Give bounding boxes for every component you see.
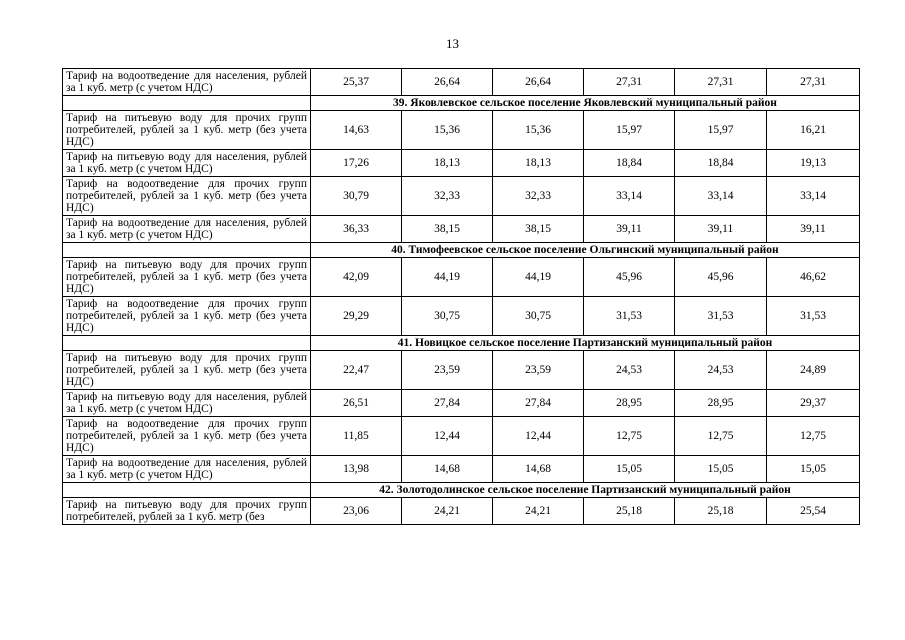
table-row (63, 69, 860, 96)
tariff-value-cell: 27,84 (402, 390, 493, 417)
tariff-value-cell: 26,51 (311, 390, 402, 417)
tariff-value-cell: 12,44 (402, 417, 493, 456)
tariff-label: Тариф на водоотведение для населения, рублей за 1 куб. метр (с учетом НДС) (63, 216, 311, 243)
table-row (63, 297, 860, 336)
section-header-row (63, 243, 860, 258)
tariff-value-cell: 14,63 (311, 111, 402, 150)
section-blank-cell (63, 336, 311, 351)
section-blank-cell (63, 243, 311, 258)
page-number: 13 (446, 36, 459, 51)
tariff-value-cell: 12,44 (493, 417, 584, 456)
tariff-value-cell: 13,98 (311, 456, 402, 483)
tariff-value-cell: 16,21 (767, 111, 860, 150)
section-title: 40. Тимофеевское сельское поселение Ольгинский муниципальный район (311, 243, 860, 258)
tariff-value-cell: 28,95 (675, 390, 767, 417)
table-row (63, 498, 860, 525)
tariff-value-cell: 27,31 (767, 69, 860, 96)
section-title: 41. Новицкое сельское поселение Партизанский муниципальный район (311, 336, 860, 351)
tariff-value-cell: 15,97 (584, 111, 675, 150)
tariff-value-cell: 12,75 (767, 417, 860, 456)
tariff-value-cell: 39,11 (767, 216, 860, 243)
tariff-value-cell: 30,75 (402, 297, 493, 336)
table-row (63, 216, 860, 243)
tariff-value-cell: 15,36 (402, 111, 493, 150)
tariff-label: Тариф на водоотведение для населения, рублей за 1 куб. метр (с учетом НДС) (63, 69, 311, 96)
tariff-value-cell: 24,21 (402, 498, 493, 525)
tariff-value-cell: 31,53 (675, 297, 767, 336)
section-header-row (63, 336, 860, 351)
tariff-value-cell: 15,05 (767, 456, 860, 483)
section-blank-cell (63, 96, 311, 111)
section-title: 42. Золотодолинское сельское поселение Партизанский муниципальный район (311, 483, 860, 498)
tariff-value-cell: 24,21 (493, 498, 584, 525)
tariff-value-cell: 31,53 (584, 297, 675, 336)
tariff-label: Тариф на водоотведение для прочих групп потребителей, рублей за 1 куб. метр (без учета НДС) (63, 417, 311, 456)
tariff-value-cell: 38,15 (493, 216, 584, 243)
tariff-value-cell: 19,13 (767, 150, 860, 177)
tariff-value-cell: 44,19 (493, 258, 584, 297)
tariff-value-cell: 39,11 (675, 216, 767, 243)
tariff-value-cell: 33,14 (675, 177, 767, 216)
tariff-label: Тариф на питьевую воду для населения, рублей за 1 куб. метр (с учетом НДС) (63, 390, 311, 417)
tariff-value-cell: 24,53 (675, 351, 767, 390)
tariff-value-cell: 32,33 (402, 177, 493, 216)
section-header-row (63, 483, 860, 498)
tariff-value-cell: 23,59 (493, 351, 584, 390)
tariff-value-cell: 26,64 (493, 69, 584, 96)
tariff-value-cell: 18,84 (584, 150, 675, 177)
tariff-label: Тариф на питьевую воду для прочих групп потребителей, рублей за 1 куб. метр (без учета НДС) (63, 111, 311, 150)
tariff-value-cell: 33,14 (584, 177, 675, 216)
tariff-value-cell: 12,75 (584, 417, 675, 456)
tariff-value-cell: 46,62 (767, 258, 860, 297)
tariff-value-cell: 39,11 (584, 216, 675, 243)
tariff-value-cell: 42,09 (311, 258, 402, 297)
tariff-value-cell: 29,29 (311, 297, 402, 336)
tariff-value-cell: 27,31 (584, 69, 675, 96)
tariff-value-cell: 15,05 (584, 456, 675, 483)
tariff-value-cell: 18,84 (675, 150, 767, 177)
table-row (63, 258, 860, 297)
tariff-value-cell: 44,19 (402, 258, 493, 297)
tariff-label: Тариф на питьевую воду для населения, рублей за 1 куб. метр (с учетом НДС) (63, 150, 311, 177)
tariff-value-cell: 45,96 (584, 258, 675, 297)
tariff-value-cell: 18,13 (493, 150, 584, 177)
table-row (63, 456, 860, 483)
tariff-value-cell: 31,53 (767, 297, 860, 336)
tariff-value-cell: 33,14 (767, 177, 860, 216)
table-row (63, 150, 860, 177)
tariff-value-cell: 11,85 (311, 417, 402, 456)
tariff-value-cell: 14,68 (402, 456, 493, 483)
tariff-value-cell: 28,95 (584, 390, 675, 417)
tariff-label: Тариф на водоотведение для прочих групп потребителей, рублей за 1 куб. метр (без учета НДС) (63, 297, 311, 336)
tariff-value-cell: 23,06 (311, 498, 402, 525)
tariff-label: Тариф на водоотведение для населения, рублей за 1 куб. метр (с учетом НДС) (63, 456, 311, 483)
section-header-row (63, 96, 860, 111)
tariff-value-cell: 45,96 (675, 258, 767, 297)
table-row (63, 351, 860, 390)
table-row (63, 417, 860, 456)
table-row (63, 177, 860, 216)
table-row (63, 111, 860, 150)
tariff-label: Тариф на водоотведение для прочих групп потребителей, рублей за 1 куб. метр (без учета НДС) (63, 177, 311, 216)
tariff-value-cell: 25,37 (311, 69, 402, 96)
tariff-value-cell: 30,79 (311, 177, 402, 216)
tariff-value-cell: 32,33 (493, 177, 584, 216)
section-title: 39. Яковлевское сельское поселение Яковлевский муниципальный район (311, 96, 860, 111)
tariff-value-cell: 18,13 (402, 150, 493, 177)
tariff-value-cell: 23,59 (402, 351, 493, 390)
tariff-value-cell: 25,54 (767, 498, 860, 525)
tariff-value-cell: 25,18 (584, 498, 675, 525)
tariff-value-cell: 38,15 (402, 216, 493, 243)
table-row (63, 390, 860, 417)
tariff-value-cell: 29,37 (767, 390, 860, 417)
tariff-value-cell: 27,31 (675, 69, 767, 96)
tariff-label: Тариф на питьевую воду для прочих групп потребителей, рублей за 1 куб. метр (без учета НДС) (63, 258, 311, 297)
tariff-value-cell: 15,97 (675, 111, 767, 150)
tariff-value-cell: 12,75 (675, 417, 767, 456)
tariff-value-cell: 14,68 (493, 456, 584, 483)
tariff-table-body (63, 69, 860, 525)
tariff-value-cell: 22,47 (311, 351, 402, 390)
tariff-value-cell: 24,89 (767, 351, 860, 390)
tariff-label: Тариф на питьевую воду для прочих групп потребителей, рублей за 1 куб. метр (без учета НДС) (63, 351, 311, 390)
tariff-value-cell: 27,84 (493, 390, 584, 417)
tariff-value-cell: 30,75 (493, 297, 584, 336)
tariff-table (62, 68, 860, 525)
tariff-value-cell: 15,05 (675, 456, 767, 483)
tariff-value-cell: 17,26 (311, 150, 402, 177)
tariff-value-cell: 26,64 (402, 69, 493, 96)
tariff-value-cell: 36,33 (311, 216, 402, 243)
section-blank-cell (63, 483, 311, 498)
tariff-label: Тариф на питьевую воду для прочих групп потребителей, рублей за 1 куб. метр (без (63, 498, 311, 525)
tariff-value-cell: 25,18 (675, 498, 767, 525)
tariff-value-cell: 24,53 (584, 351, 675, 390)
tariff-value-cell: 15,36 (493, 111, 584, 150)
